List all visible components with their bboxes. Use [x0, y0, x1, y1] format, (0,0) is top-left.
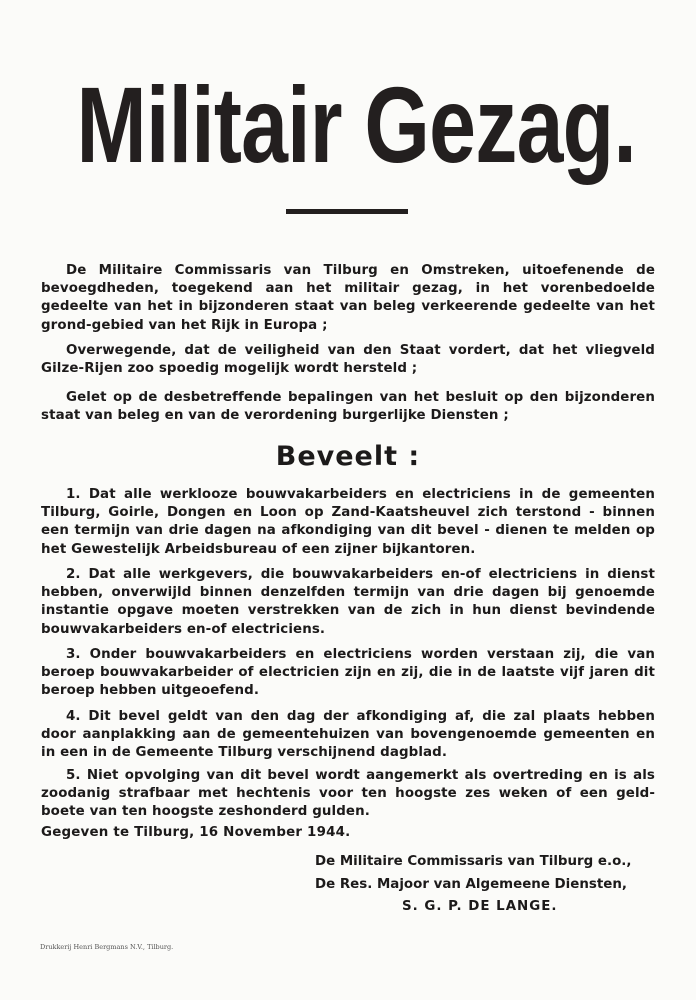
article-4: 4. Dit bevel geldt van den dag der afkondiging af, die zal plaats hebben door aanplakking aan de gemeentehuizen van bovengenoemde gemeenten en in een in de Gemeente Tilburg verschijnend dagblad.	[41, 709, 655, 761]
article-5: 5. Niet opvolging van dit bevel wordt aangemerkt als overtreding en is als zoodanig strafbaar met hechtenis voor ten hoogste zes weken of een geld-boete van ten hoogste zeshonderd gulden.	[41, 768, 655, 820]
intro-paragraph-1: De Militaire Commissaris van Tilburg en Omstreken, uitoefenende de bevoegdheden, toegekend aan het militair gezag, in het vorenbedoelde gedeelte van het in bijzonderen staat van beleg verkeerende gedeelte van het grond-gebied van het Rijk in Europa ;	[41, 263, 655, 333]
signature-line-2: De Res. Majoor van Algemeene Diensten,	[315, 877, 627, 892]
article-2: 2. Dat alle werkgevers, die bouwvakarbeiders en-of electriciens in dienst hebben, onverwijld binnen denzelfden termijn van drie dagen bij genoemde instantie opgave moeten verstrekken van de zich in hun dienst bevindende bouwvakarbeiders en-of electriciens.	[41, 567, 655, 637]
title-rule	[286, 209, 408, 214]
article-3: 3. Onder bouwvakarbeiders en electriciens worden verstaan zij, die van beroep bouwvakarbeider of electricien zijn en zij, die in de laatste vijf jaren dit beroep hebben uitgeoefend.	[41, 647, 655, 699]
article-1: 1. Dat alle werklooze bouwvakarbeiders en electriciens in de gemeenten Tilburg, Goirle, Dongen en Loon op Zand-Kaatsheuvel zich terstond - binnen een termijn van drie dagen na afkondiging van dit bevel - dienen te melden op het Gewestelijk Arbeidsbureau of een zijner bijkantoren.	[41, 487, 655, 557]
printer-imprint: Drukkerij Henri Bergmans N.V., Tilburg.	[40, 943, 174, 951]
order-heading: Beveelt :	[275, 441, 421, 472]
poster-title: Militair Gezag.	[76, 64, 636, 185]
signature-line-1: De Militaire Commissaris van Tilburg e.o.,	[315, 854, 632, 869]
signature-name: S. G. P. DE LANGE.	[402, 899, 558, 914]
given-date: Gegeven te Tilburg, 16 November 1944.	[41, 825, 351, 840]
intro-paragraph-3: Gelet op de desbetreffende bepalingen van het besluit op den bijzonderen staat van beleg en van de verordening burgerlijke Diensten ;	[41, 390, 655, 424]
intro-paragraph-2: Overwegende, dat de veiligheid van den Staat vordert, dat het vliegveld Gilze-Rijen zoo spoedig mogelijk wordt hersteld ;	[41, 343, 655, 377]
